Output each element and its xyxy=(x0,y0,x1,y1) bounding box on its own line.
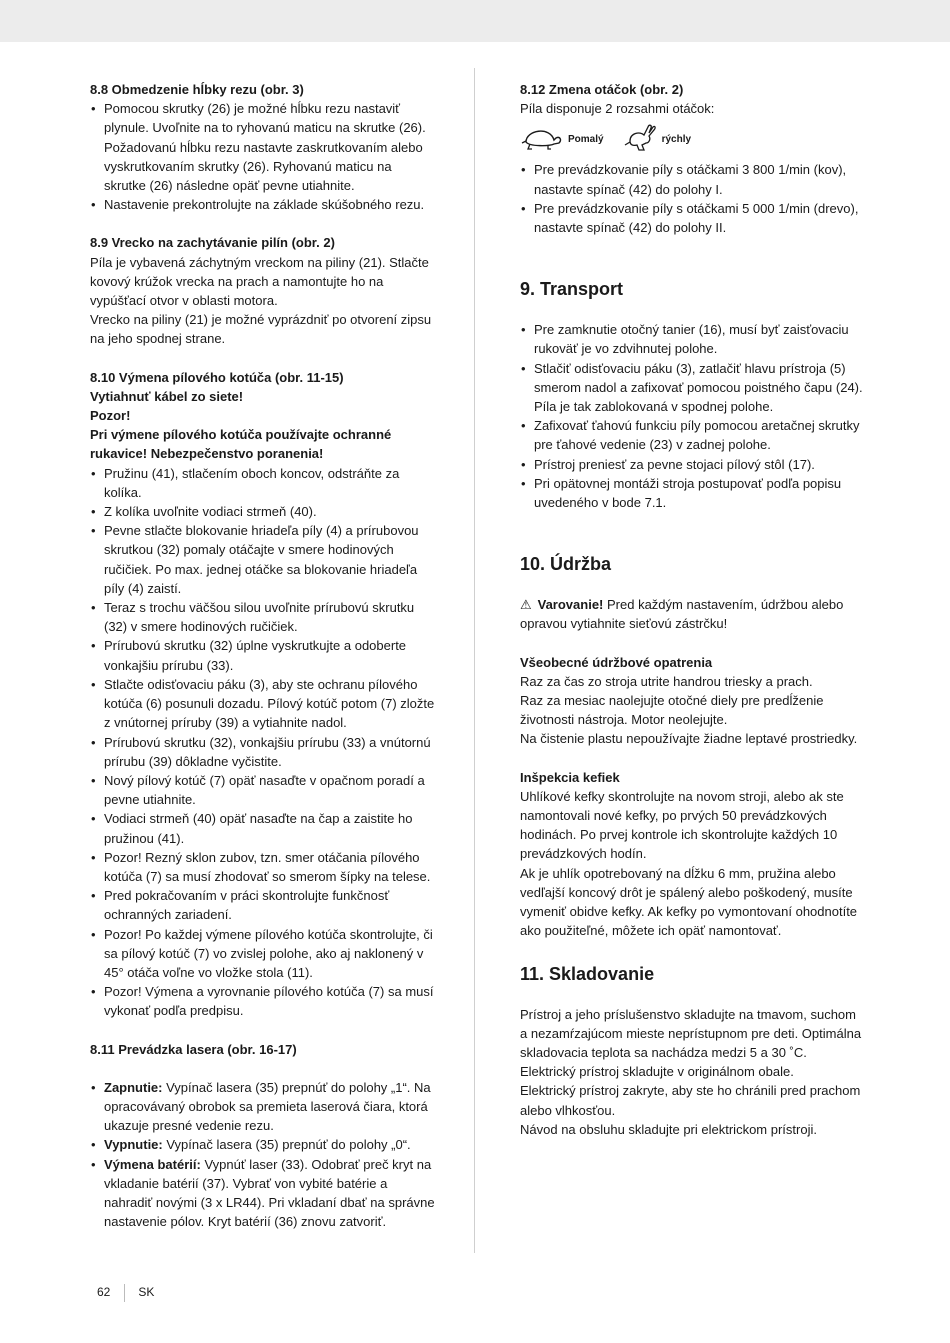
subheading-brushes: Inšpekcia kefiek xyxy=(520,769,620,785)
list-item: • Zapnutie: Vypínač lasera (35) prepnúť do polohy „1“. Na opracovávaný obrobok sa premieta laserová čiara, ktorá ukazuje presné vedenie rezu. xyxy=(90,1078,435,1136)
paragraph: Uhlíkové kefky skontrolujte na novom stroji, alebo ak ste namontovali nové kefky, po prvých 50 prevádzkových hodinách. Po prvej kontrole ich skontrolujte každých 10 prevádzkových hodín. xyxy=(520,788,844,862)
list-8-10 xyxy=(90,464,435,1021)
paragraph: Píla je vybavená záchytným vreckom na piliny (21). Stlačte kovový krúžok vrecka na prach a namontujte ho na vypúšťací otvor v oblasti motora. xyxy=(90,254,429,309)
list-9 xyxy=(520,320,865,512)
rabbit-icon xyxy=(622,121,656,158)
page-footer xyxy=(97,1283,154,1302)
list-item: • Pred pokračovaním v práci skontrolujte funkčnosť ochranných zariadení. xyxy=(90,886,435,924)
top-bar xyxy=(0,0,950,42)
right-column xyxy=(520,80,865,1139)
list-item: • Nový pílový kotúč (7) opäť nasaďte v opačnom poradí a pevne utiahnite. xyxy=(90,771,435,809)
warning-text: Pozor! xyxy=(90,408,131,424)
paragraph: Raz za čas zo stroja utrite handrou triesky a prach. xyxy=(520,673,813,689)
subheading-maintenance: Všeobecné údržbové opatrenia xyxy=(520,654,713,670)
paragraph: Píla disponuje 2 rozsahmi otáčok: xyxy=(520,101,715,117)
heading-11: 11. Skladovanie xyxy=(520,963,655,984)
list-item: • Prístroj preniesť za pevne stojaci pílový stôl (17). xyxy=(520,455,865,474)
paragraph: Raz za mesiac naolejujte otočné diely pre predĺženie životnosti nástroja. Motor neolejujte. xyxy=(520,693,824,728)
list-item: • Pozor! Výmena a vyrovnanie pílového kotúča (7) sa musí vykonať podľa predpisu. xyxy=(90,982,435,1020)
list-item: • Pre prevádzkovanie píly s otáčkami 3 800 1/min (kov), nastavte spínač (42) do polohy I. xyxy=(520,160,865,198)
heading-8-10: 8.10 Výmena pílového kotúča (obr. 11-15) xyxy=(90,369,344,385)
list-item: • Vypnutie: Vypínač lasera (35) prepnúť do polohy „0“. xyxy=(90,1135,435,1154)
paragraph: Elektrický prístroj skladujte v originálnom obale. xyxy=(520,1064,794,1080)
slow-label: Pomalý xyxy=(568,133,604,145)
fast-label: rýchly xyxy=(661,133,692,145)
column-divider xyxy=(474,68,475,1253)
list-item: • Stlačiť odisťovaciu páku (3), zatlačiť hlavu prístroja (5) smerom nadol a zafixovať pomocou poistného čapu (24). Píla je tak zablokovaná v spodnej polohe. xyxy=(520,359,865,417)
list-item: • Zafixovať ťahovú funkciu píly pomocou aretačnej skrutky pre ťahové vedenie (23) v zadnej polohe. xyxy=(520,416,865,454)
speed-icons xyxy=(520,120,865,158)
list-8-8 xyxy=(90,99,435,214)
left-column xyxy=(90,80,435,1231)
list-item: • Vodiaci strmeň (40) opäť nasaďte na čap a zaistite ho pružinou (41). xyxy=(90,809,435,847)
paragraph: Elektrický prístroj zakryte, aby ste ho chránili pred prachom alebo vlhkosťou. xyxy=(520,1083,861,1118)
footer-divider xyxy=(124,1284,125,1302)
paragraph: Na čistenie plastu nepoužívajte žiadne leptavé prostriedky. xyxy=(520,731,858,747)
heading-9: 9. Transport xyxy=(520,279,624,300)
list-item: • Pozor! Rezný sklon zubov, tzn. smer otáčania pílového kotúča (7) sa musí zhodovať so smerom šípky na telese. xyxy=(90,848,435,886)
heading-8-8: 8.8 Obmedzenie hĺbky rezu (obr. 3) xyxy=(90,82,304,97)
paragraph: Návod na obsluhu skladujte pri elektrickom prístroji. xyxy=(520,1121,817,1137)
list-item: • Pomocou skrutky (26) je možné hĺbku rezu nastaviť plynule. Uvoľnite na to ryhovanú maticu na skrutke (26). Požadovanú hĺbku rezu nastavte zaskrutkovaním alebo vyskrutkovaním skrutky (26). Ryhovanú maticu na skrutke (26) následne opäť pevne utiahnite. xyxy=(90,99,435,195)
paragraph: Vrecko na piliny (21) je možné vyprázdniť po otvorení zipsu na jeho spodnej strane. xyxy=(90,312,432,347)
warning-text: Vytiahnuť kábel zo siete! xyxy=(90,388,244,404)
heading-10: 10. Údržba xyxy=(520,554,612,575)
paragraph: Ak je uhlík opotrebovaný na dĺžku 6 mm, pružina alebo vedľajší koncový drôt je spálený alebo poškodený, musíte vymeniť obidve kefky. Ak kefky po vymontovaní ohodnotíte ako použiteľné, môžete ich opäť namontovať. xyxy=(520,865,858,939)
warning-paragraph: ⚠ Varovanie! Pred každým nastavením, údržbou alebo opravou vytiahnite sieťovú zástrčku! xyxy=(520,597,844,632)
heading-8-12: 8.12 Zmena otáčok (obr. 2) xyxy=(520,82,684,97)
heading-8-11: 8.11 Prevádzka lasera (obr. 16-17) xyxy=(90,1041,297,1057)
list-item: • Pružinu (41), stlačením oboch koncov, odstráňte za kolíka. xyxy=(90,464,435,502)
heading-8-9: 8.9 Vrecko na zachytávanie pilín (obr. 2) xyxy=(90,235,335,251)
list-item: • Teraz s trochu väčšou silou uvoľnite prírubovú skrutku (32) v smere hodinových ručičiek. xyxy=(90,598,435,636)
language-code: SK xyxy=(138,1285,155,1299)
list-item: • Pevne stlačte blokovanie hriadeľa píly (4) a prírubovou skrutkou (32) pomaly otáčajte v smere hodinových ručičiek. Po max. jednej otáčke sa blokovanie hriadeľa píly (4) zaistí. xyxy=(90,521,435,598)
list-item: • Z kolíka uvoľnite vodiaci strmeň (40). xyxy=(90,502,435,521)
list-item: • Pri opätovnej montáži stroja postupovať podľa popisu uvedeného v bode 7.1. xyxy=(520,474,865,512)
warning-text: Pri výmene pílového kotúča používajte ochranné rukavice! Nebezpečenstvo poranenia! xyxy=(90,427,392,462)
list-item: • Výmena batérií: Vypnúť laser (33). Odobrať preč kryt na vkladanie batérií (37). Vybrať von vybité batérie a nahradiť novými (3 x LR44). Pri vkladaní dbať na správne nastavenie pólov. Kryt batérií (36) znovu zatvoriť. xyxy=(90,1155,435,1232)
warning-triangle-icon: ⚠ xyxy=(520,597,532,613)
list-item: • Prírubovú skrutku (32) úplne vyskrutkujte a odoberte vonkajšiu prírubu (33). xyxy=(90,636,435,674)
list-item: • Pre prevádzkovanie píly s otáčkami 5 000 1/min (drevo), nastavte spínač (42) do polohy II. xyxy=(520,199,865,237)
turtle-icon xyxy=(520,122,562,157)
paragraph: Prístroj a jeho príslušenstvo skladujte na tmavom, suchom a nezamŕzajúcom mieste neprístupnom pre deti. Optimálna skladovacia teplota sa nachádza medzi 5 a 30 ˚C. xyxy=(520,1006,862,1060)
page-number: 62 xyxy=(97,1285,111,1299)
list-8-11 xyxy=(90,1078,435,1232)
list-item: • Pre zamknutie otočný tanier (16), musí byť zaisťovaciu rukoväť je vo zdvihnutej polohe. xyxy=(520,320,865,358)
list-item: • Stlačte odisťovaciu páku (3), aby ste ochranu pílového kotúča (6) posunuli dozadu. Pílový kotúč potom (7) zložte z vnútornej príruby (39) a vytiahnite nadol. xyxy=(90,675,435,733)
list-item: • Nastavenie prekontrolujte na základe skúšobného rezu. xyxy=(90,195,435,214)
list-item: • Prírubovú skrutku (32), vonkajšiu prírubu (33) a vnútornú prírubu (39) dôkladne vyčistite. xyxy=(90,733,435,771)
list-8-12 xyxy=(520,160,865,237)
list-item: • Pozor! Po každej výmene pílového kotúča skontrolujte, či sa pílový kotúč (7) vo zvislej polohe, ako aj naklonený v 45° otáča voľne vo vložke stola (11). xyxy=(90,925,435,983)
